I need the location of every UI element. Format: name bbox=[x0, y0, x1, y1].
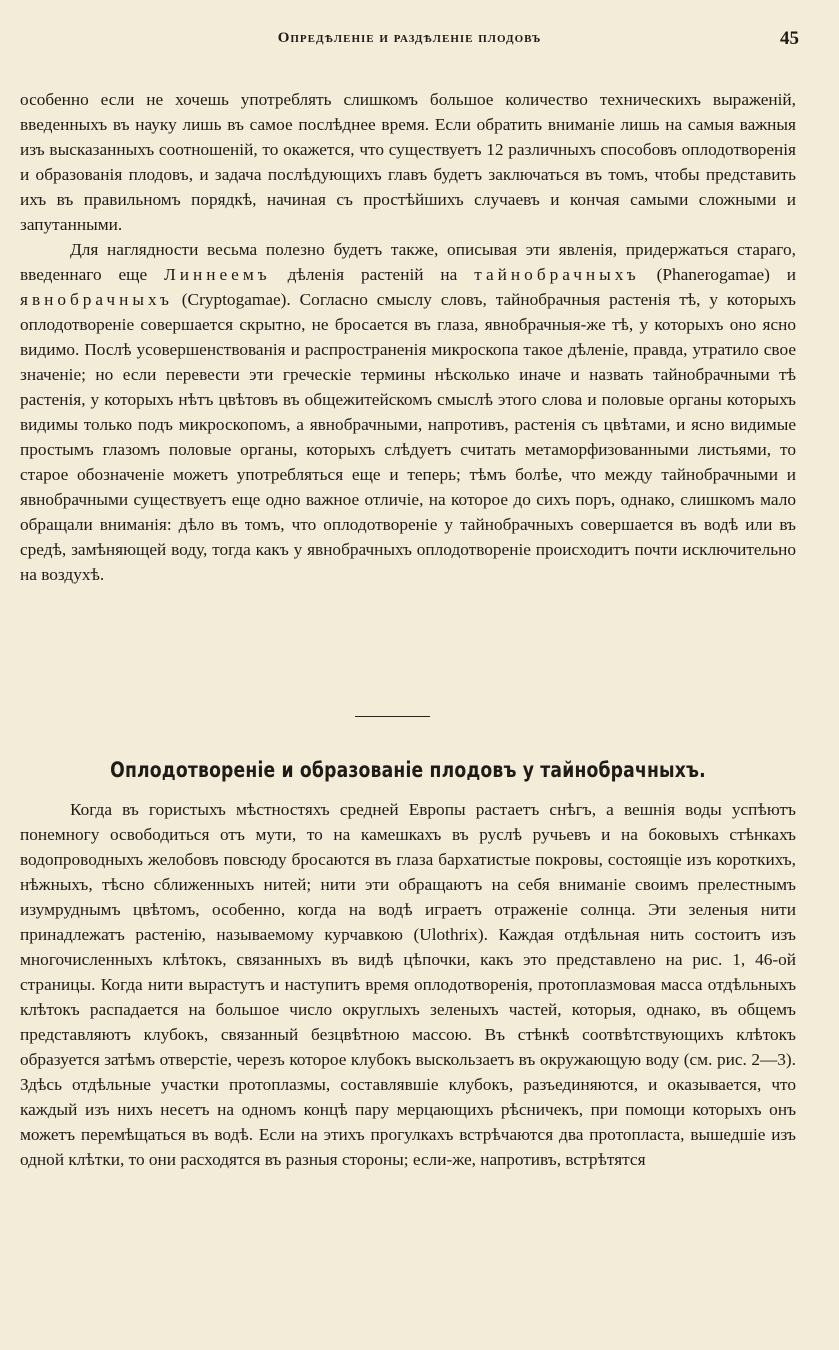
running-title: Опредѣленіе и раздѣленіе плодовъ bbox=[277, 30, 542, 46]
intro-p2-text-c: (Phanerogamae) и bbox=[639, 265, 796, 284]
section-heading: Оплодотвореніе и образованіе плодовъ у тайнобрачныхъ. bbox=[110, 758, 706, 782]
term-cryptogams: тайнобрачныхъ bbox=[474, 265, 640, 284]
linnaeus-name: Линнеемъ bbox=[164, 265, 271, 284]
intro-p2-text-b: дѣленія растеній на bbox=[270, 265, 475, 284]
term-phanerogams: явнобрачныхъ bbox=[20, 290, 173, 309]
intro-paragraph-1: особенно если не хочешь употреблять слишкомъ большое количество техническихъ выраженій, введенныхъ въ науку лишь въ самое послѣднее время. Если обратить вниманіе лишь на самыя важныя изъ высказанныхъ соотношеній, то окажется, что существуетъ 12 различныхъ способовъ оплодотворенія и образованія плодовъ, и задача послѣдующихъ главъ будетъ заключаться въ томъ, чтобы представить ихъ въ правильномъ порядкѣ, начиная съ простѣйшихъ случаевъ и кончая самыми сложными и запутанными. bbox=[20, 90, 796, 234]
intro-p2-text-a: Для наглядности весьма полезно будетъ также, описывая эти явленія, придержаться стараго, введеннаго еще bbox=[20, 240, 796, 284]
intro-paragraph-2 bbox=[20, 237, 796, 587]
intro-p2-text-d: (Cryptogamae). Согласно смыслу словъ, тайнобрачныя растенія тѣ, у которыхъ оплодотвореніе совершается скрытно, не бросается въ глаза, явнобрачныя-же тѣ, у которыхъ оно ясно видимо. Послѣ усовершенствованія и распространенія микроскопа такое дѣленіе, правда, утратило свое значеніе; но если перевести эти греческіе термины нѣсколько иначе и назвать тайнобрачными тѣ растенія, у которыхъ нѣтъ цвѣтовъ въ общежитейскомъ смыслѣ этого слова и половые органы которыхъ видимы только подъ микроскопомъ, а явнобрачными, напротивъ, растенія съ цвѣтами, и ясно видимые простымъ глазомъ половые органы, которыхъ слѣдуетъ считать метаморфизованными листьями, то старое обозначеніе можетъ употребляться еще и теперь; тѣмъ болѣе, что между тайнобрачными и явнобрачными существуетъ еще одно важное отличіе, на которое до сихъ поръ, однако, слишкомъ мало обращали вниманія: дѣло въ томъ, что оплодотвореніе у тайнобрачныхъ совершается въ водѣ или въ средѣ, замѣняющей воду, тогда какъ у явнобрачныхъ оплодотвореніе происходитъ почти исключительно на воздухѣ. bbox=[20, 290, 796, 584]
intro-text-block bbox=[20, 87, 796, 587]
running-head bbox=[20, 30, 799, 54]
section-text-block bbox=[20, 797, 796, 1172]
section-paragraph-1: Когда въ гористыхъ мѣстностяхъ средней Европы растаетъ снѣгъ, а вешнія воды успѣютъ понемногу освободиться отъ мути, то на камешкахъ въ руслѣ ручьевъ и на боковыхъ стѣнкахъ водопроводныхъ желобовъ повсюду бросаются въ глаза бархатистые покровы, состоящіе изъ короткихъ, нѣжныхъ, тѣсно сближенныхъ нитей; нити эти обращаютъ на себя вниманіе своимъ прелестнымъ изумруднымъ цвѣтомъ, особенно, когда на водѣ играетъ отраженіе солнца. Эти зеленыя нити принадлежатъ растенію, называемому курчавкою (Ulothrix). Каждая отдѣльная нить состоитъ изъ многочисленныхъ клѣтокъ, связанныхъ въ видѣ цѣпочки, какъ это представлено на рис. 1, 46-ой страницы. Когда нити вырастутъ и наступитъ время оплодотворенія, протоплазмовая масса отдѣльныхъ клѣтокъ распадается на большое число округлыхъ зеленыхъ частей, которыя, однако, въ общемъ представляютъ клубокъ, связанный безцвѣтною массою. Въ стѣнкѣ соотвѣтствующихъ клѣтокъ образуется затѣмъ отверстіе, черезъ которое клубокъ выскользаетъ въ окружающую воду (см. рис. 2—3). Здѣсь отдѣльные участки протоплазмы, составлявшіе клубокъ, разъединяются, и оказывается, что каждый изъ нихъ несетъ на одномъ концѣ пару мерцающихъ рѣсничекъ, при помощи которыхъ онъ можетъ перемѣщаться въ водѣ. Если на этихъ прогулкахъ встрѣчаются два протопласта, вышедшіе изъ одной клѣтки, то они расходятся въ разныя стороны; если-же, напротивъ, встрѣтятся bbox=[20, 800, 796, 1169]
section-divider bbox=[355, 716, 430, 717]
page-number: 45 bbox=[780, 28, 799, 49]
